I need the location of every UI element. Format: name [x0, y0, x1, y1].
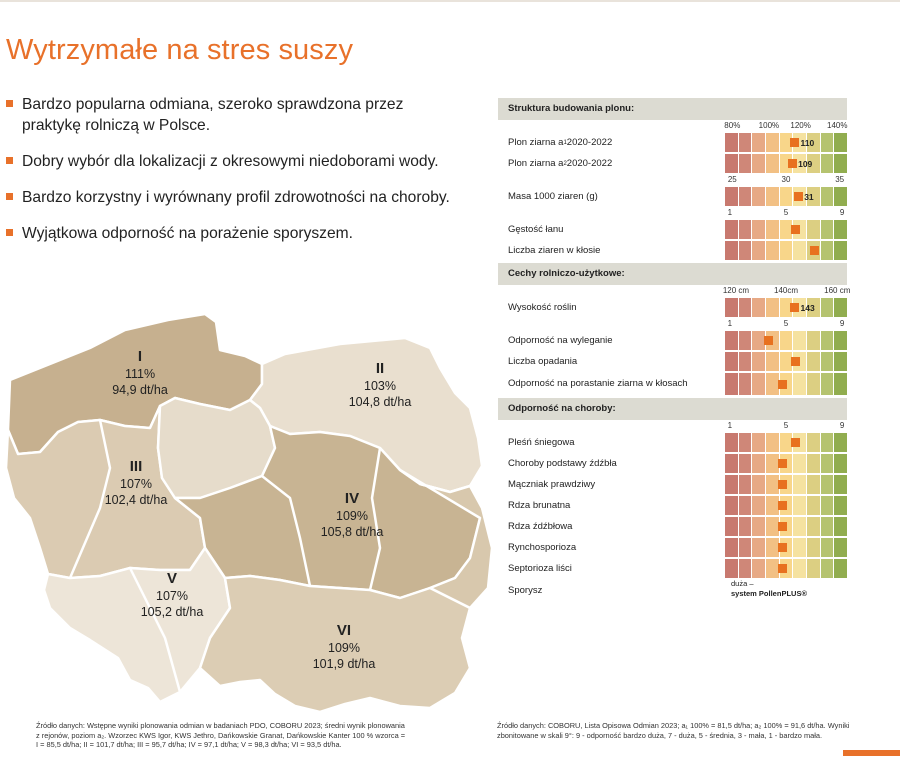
- rating-bar-segment: [834, 133, 847, 152]
- rating-row: [498, 372, 847, 396]
- rating-bar-segment: [821, 187, 835, 206]
- rating-marker: [790, 138, 799, 147]
- rating-bar-segment: [739, 496, 753, 515]
- rating-bar-segment: [725, 559, 739, 578]
- scale-tick-label: 5: [783, 208, 789, 217]
- rating-row: [498, 558, 847, 579]
- scale-tick-label: 1: [727, 208, 733, 217]
- region-label-vi: VI 109% 101,9 dt/ha: [312, 622, 376, 671]
- rating-bar-segment: [766, 241, 780, 260]
- rating-bar-segment: [739, 154, 753, 173]
- rating-bar-segment: [793, 538, 807, 557]
- rating-label: Masa 1000 ziaren (g): [508, 190, 598, 202]
- rating-bar-segment: [793, 475, 807, 494]
- bullet-square-icon: [6, 229, 13, 236]
- page-title: Wytrzymałe na stres suszy: [6, 34, 354, 66]
- rating-marker: [778, 564, 787, 573]
- region-label-i: I 111% 94,9 dt/ha: [112, 348, 168, 397]
- rating-bar-segment: [807, 517, 821, 536]
- rating-row: [498, 186, 847, 207]
- scale-tick-label: 9: [839, 208, 845, 217]
- rating-label: Pleśń śniegowa: [508, 436, 575, 448]
- scale-tick-label: 140cm: [773, 286, 799, 295]
- rating-bar-segment: [725, 373, 739, 395]
- rating-bar-segment: [834, 241, 847, 260]
- rating-bar-segment: [821, 496, 835, 515]
- rating-bar-segment: [780, 331, 794, 350]
- scale-tick-label: 1: [727, 421, 733, 430]
- rating-marker: [778, 522, 787, 531]
- rating-bar-segment: [793, 496, 807, 515]
- rating-bar: [725, 187, 847, 206]
- rating-label: Liczba ziaren w kłosie: [508, 244, 601, 256]
- rating-bar-segment: [725, 187, 739, 206]
- rating-label: Plon ziarna a 1 2020-2022: [508, 136, 613, 148]
- rating-bar-segment: [739, 352, 753, 371]
- rating-row: [498, 351, 847, 372]
- rating-bar-segment: [780, 187, 794, 206]
- region-label-v: V 107% 105,2 dt/ha: [140, 570, 204, 619]
- rating-row: [498, 495, 847, 516]
- rating-bar-segment: [793, 241, 807, 260]
- rating-bar-segment: [725, 220, 739, 239]
- rating-bar-segment: [752, 454, 766, 473]
- rating-bar-segment: [821, 373, 835, 395]
- rating-label: Odporność na wyleganie: [508, 334, 613, 346]
- top-divider: [0, 0, 900, 2]
- rating-bar-segment: [793, 373, 807, 395]
- rating-bar-segment: [752, 517, 766, 536]
- scale-tick-label: 120 cm: [722, 286, 750, 295]
- rating-label: Rdza brunatna: [508, 499, 571, 511]
- rating-bar-segment: [725, 154, 739, 173]
- scale-labels: [498, 318, 847, 330]
- rating-bar-segment: [821, 433, 835, 452]
- rating-value: 110: [800, 137, 815, 148]
- feature-list: [6, 94, 466, 259]
- section-header: Odporność na choroby:: [498, 398, 847, 420]
- rating-bar-segment: [821, 559, 835, 578]
- scale-labels: [498, 207, 847, 219]
- scale-tick-label: 100%: [758, 121, 780, 130]
- rating-bar-segment: [834, 475, 847, 494]
- rating-row: [498, 153, 847, 174]
- rating-bar-segment: [739, 475, 753, 494]
- source-note-table: Źródło danych: COBORU, Lista Opisowa Odmian 2023; a₁ 100% = 81,5 dt/ha; a₂ 100% = 91,6 dt/ha. Wyniki zbonitowane w skali 9°: 9 - odporność bardzo duża, 7 - duża, 5 - średnia, 3 - mała, 1 - bardzo mała.: [497, 721, 850, 740]
- rating-bar-segment: [739, 538, 753, 557]
- rating-bar-segment: [739, 331, 753, 350]
- rating-bar-segment: [739, 133, 753, 152]
- rating-marker: [791, 438, 800, 447]
- rating-bar-segment: [807, 220, 821, 239]
- rating-row: [498, 453, 847, 474]
- rating-bar-segment: [821, 454, 835, 473]
- feature-item: Bardzo popularna odmiana, szeroko sprawdzona przez praktykę rolniczą w Polsce.: [6, 94, 466, 136]
- bullet-square-icon: [6, 193, 13, 200]
- rating-row: [498, 432, 847, 453]
- brand-accent-bar: [843, 750, 900, 756]
- rating-row: [498, 330, 847, 351]
- rating-bar-segment: [834, 433, 847, 452]
- scale-labels: [498, 285, 851, 297]
- bullet-square-icon: [6, 157, 13, 164]
- rating-label: Gęstość łanu: [508, 223, 564, 235]
- rating-label: Liczba opadania: [508, 355, 578, 367]
- rating-bar-segment: [752, 241, 766, 260]
- rating-marker: [778, 380, 787, 389]
- rating-bar-segment: [752, 475, 766, 494]
- rating-marker: [791, 225, 800, 234]
- rating-label: Odporność na porastanie ziarna w kłosach: [508, 378, 688, 389]
- rating-marker: [778, 480, 787, 489]
- region-label-iii: III 107% 102,4 dt/ha: [104, 458, 168, 507]
- rating-bar-segment: [821, 352, 835, 371]
- poland-region-map: [0, 308, 500, 718]
- rating-bar-segment: [725, 433, 739, 452]
- rating-label: Sporysz: [508, 585, 543, 596]
- rating-bar: [725, 298, 847, 317]
- rating-bar-segment: [752, 154, 766, 173]
- rating-bar-segment: [752, 352, 766, 371]
- rating-bar-segment: [739, 220, 753, 239]
- rating-bar: [725, 154, 847, 173]
- rating-bar-segment: [793, 331, 807, 350]
- rating-label: Septorioza liści: [508, 562, 572, 574]
- rating-label: Choroby podstawy źdźbła: [508, 457, 617, 469]
- rating-marker: [764, 336, 773, 345]
- rating-bar-segment: [821, 517, 835, 536]
- rating-bar-segment: [739, 187, 753, 206]
- rating-bar-segment: [725, 352, 739, 371]
- rating-row: [498, 297, 847, 318]
- rating-row: [498, 579, 847, 603]
- rating-bar-segment: [752, 298, 766, 317]
- rating-bar-segment: [834, 373, 847, 395]
- rating-marker: [810, 246, 819, 255]
- rating-bar-segment: [752, 559, 766, 578]
- rating-bar-segment: [834, 298, 847, 317]
- rating-bar-segment: [752, 373, 766, 395]
- scale-tick-label: 5: [783, 319, 789, 328]
- scale-tick-label: 140%: [827, 121, 848, 130]
- rating-bar-segment: [821, 154, 835, 173]
- rating-bar-segment: [834, 187, 847, 206]
- rating-row: [498, 537, 847, 558]
- rating-label: Wysokość roślin: [508, 301, 577, 313]
- rating-bar-segment: [821, 298, 835, 317]
- rating-bar: [725, 220, 847, 239]
- rating-bar-segment: [739, 517, 753, 536]
- rating-marker: [788, 159, 797, 168]
- rating-row: [498, 474, 847, 495]
- rating-bar-segment: [793, 517, 807, 536]
- rating-bar-segment: [725, 538, 739, 557]
- rating-bar-segment: [739, 298, 753, 317]
- rating-bar-segment: [766, 298, 780, 317]
- rating-row: [498, 240, 847, 261]
- section-header: Cechy rolniczo-użytkowe:: [498, 263, 847, 285]
- rating-bar-segment: [725, 133, 739, 152]
- rating-bar: [725, 331, 847, 350]
- rating-marker: [778, 501, 787, 510]
- source-note-map: Źródło danych: Wstępne wyniki plonowania odmian w badaniach PDO, COBORU 2023; średni wynik plonowania z rejonów, poziom a₂. Wzorzec KWS Igor, KWS Jethro, Dańkowskie Granat, Dańkowskie Kanter 100 % wzorca = I = 85,5 dt/ha; II = 101,7 dt/ha; III = 95,7 dt/ha; IV = 97,1 dt/ha; V = 98,3 dt/ha; VI = 93,5 dt/ha.: [36, 721, 406, 750]
- rating-bar-segment: [739, 559, 753, 578]
- rating-bar-segment: [766, 154, 780, 173]
- rating-bar-segment: [834, 220, 847, 239]
- rating-bar-segment: [752, 187, 766, 206]
- rating-bar-segment: [807, 331, 821, 350]
- rating-marker: [790, 303, 799, 312]
- rating-row: [498, 219, 847, 240]
- section-header: Struktura budowania plonu:: [498, 98, 847, 120]
- rating-bar-segment: [766, 352, 780, 371]
- scale-tick-label: 5: [783, 421, 789, 430]
- rating-bar-segment: [725, 454, 739, 473]
- characteristics-table: [498, 98, 851, 603]
- rating-bar-segment: [807, 454, 821, 473]
- rating-bar-segment: [766, 433, 780, 452]
- rating-bar-segment: [834, 496, 847, 515]
- rating-bar-segment: [821, 241, 835, 260]
- rating-bar-segment: [752, 496, 766, 515]
- rating-bar-segment: [821, 538, 835, 557]
- rating-bar-segment: [752, 133, 766, 152]
- rating-bar-segment: [807, 475, 821, 494]
- scale-tick-label: 25: [727, 175, 737, 184]
- scale-labels: [498, 174, 847, 186]
- rating-bar: [725, 241, 847, 260]
- rating-bar-segment: [739, 373, 753, 395]
- region-map-shapes: [0, 308, 500, 718]
- rating-bar-segment: [834, 454, 847, 473]
- scale-tick-label: 35: [835, 175, 845, 184]
- scale-tick-label: 9: [839, 421, 845, 430]
- rating-bar-segment: [793, 454, 807, 473]
- rating-bar-segment: [725, 241, 739, 260]
- rating-bar-segment: [766, 187, 780, 206]
- bullet-square-icon: [6, 100, 13, 107]
- rating-label: Mączniak prawdziwy: [508, 478, 596, 490]
- scale-tick-label: 9: [839, 319, 845, 328]
- rating-bar-segment: [725, 475, 739, 494]
- rating-bar: [725, 352, 847, 371]
- rating-bar-segment: [807, 538, 821, 557]
- region-label-iv: IV 109% 105,8 dt/ha: [320, 490, 384, 539]
- rating-value: 143: [800, 302, 815, 313]
- rating-bar-segment: [752, 538, 766, 557]
- rating-bar-segment: [834, 517, 847, 536]
- rating-value: 31: [804, 191, 814, 202]
- rating-bar: [725, 133, 847, 152]
- rating-bar-segment: [807, 559, 821, 578]
- rating-label: Rdza źdźbłowa: [508, 520, 573, 532]
- rating-marker: [778, 543, 787, 552]
- scale-tick-label: 160 cm: [824, 286, 851, 295]
- feature-item: Dobry wybór dla lokalizacji z okresowymi niedoborami wody.: [6, 151, 466, 172]
- rating-bar-segment: [725, 496, 739, 515]
- rating-bar-segment: [807, 496, 821, 515]
- rating-marker: [778, 459, 787, 468]
- rating-bar-segment: [834, 559, 847, 578]
- rating-bar-segment: [752, 433, 766, 452]
- rating-bar-segment: [766, 133, 780, 152]
- rating-bar-segment: [725, 517, 739, 536]
- scale-labels: [498, 120, 847, 132]
- rating-bar-segment: [821, 475, 835, 494]
- rating-label: Plon ziarna a 2 2020-2022: [508, 157, 613, 169]
- rating-bar: [725, 433, 847, 452]
- rating-bar-segment: [834, 154, 847, 173]
- rating-bar-segment: [793, 559, 807, 578]
- rating-bar-segment: [834, 352, 847, 371]
- region-label-ii: II 103% 104,8 dt/ha: [348, 360, 412, 409]
- rating-bar-segment: [752, 220, 766, 239]
- sporysz-value: duża – system PollenPLUS®: [731, 579, 807, 598]
- rating-bar-segment: [725, 298, 739, 317]
- rating-value: 109: [798, 158, 813, 169]
- feature-item: Wyjątkowa odporność na porażenie sporyszem.: [6, 223, 466, 244]
- rating-bar-segment: [766, 220, 780, 239]
- rating-bar-segment: [834, 538, 847, 557]
- rating-bar-segment: [807, 352, 821, 371]
- scale-tick-label: 1: [727, 319, 733, 328]
- feature-item: Bardzo korzystny i wyrównany profil zdrowotności na choroby.: [6, 187, 466, 208]
- rating-bar-segment: [739, 454, 753, 473]
- rating-bar-segment: [725, 331, 739, 350]
- rating-bar-segment: [821, 133, 835, 152]
- scale-tick-label: 30: [781, 175, 791, 184]
- scale-tick-label: 120%: [790, 121, 811, 130]
- scale-tick-label: 80%: [724, 121, 741, 130]
- rating-label: Rynchosporioza: [508, 541, 577, 553]
- scale-labels: [498, 420, 847, 432]
- rating-row: [498, 516, 847, 537]
- rating-bar-segment: [821, 220, 835, 239]
- rating-bar-segment: [807, 373, 821, 395]
- rating-bar-segment: [834, 331, 847, 350]
- rating-row: [498, 132, 847, 153]
- rating-bar-segment: [739, 433, 753, 452]
- rating-bar-segment: [807, 433, 821, 452]
- rating-marker: [794, 192, 803, 201]
- rating-bar-segment: [739, 241, 753, 260]
- rating-marker: [791, 357, 800, 366]
- rating-bar-segment: [780, 241, 794, 260]
- rating-bar-segment: [821, 331, 835, 350]
